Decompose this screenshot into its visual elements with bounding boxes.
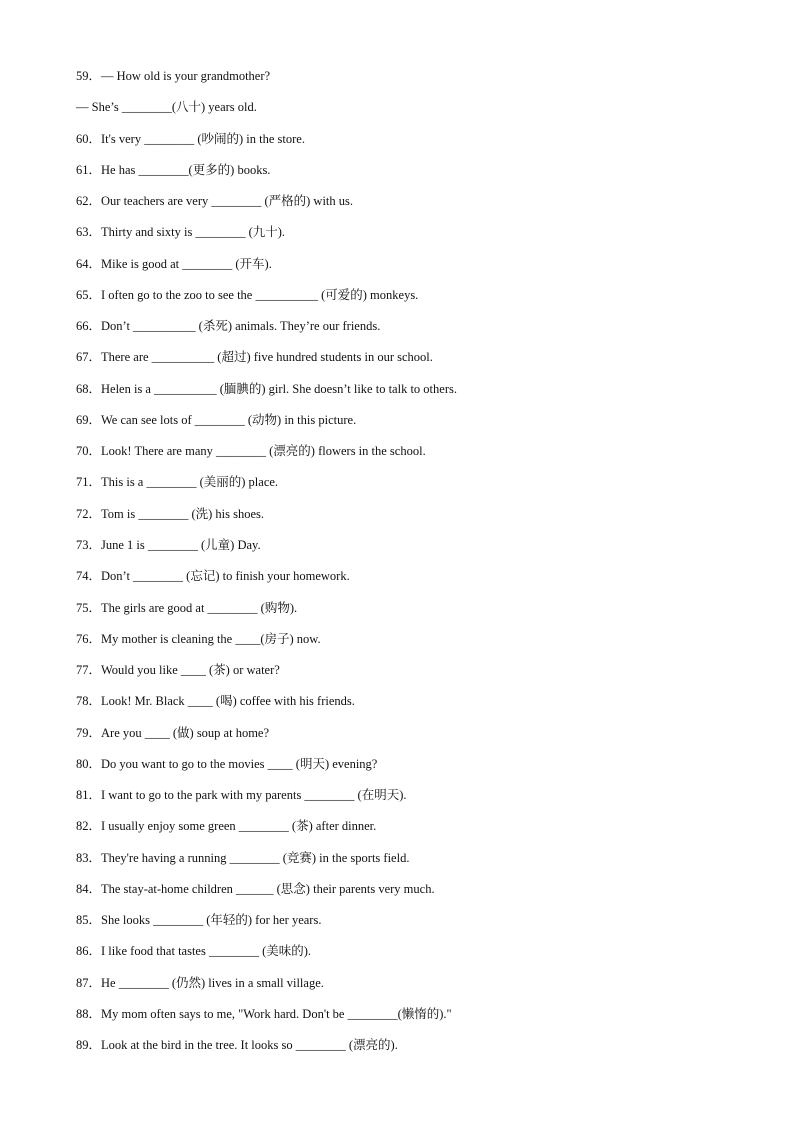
question-line: 74．Don’t ________ (忘记) to finish your homework. — [76, 569, 350, 584]
question-line: 63．Thirty and sixty is ________ (九十). — [76, 225, 286, 240]
question-line: 67．There are __________ (超过) five hundred students in our school. — [76, 350, 433, 365]
question-line: 80．Do you want to go to the movies ____ (明天) evening? — [76, 756, 378, 771]
question-line: 62．Our teachers are very ________ (严格的) with us. — [76, 194, 354, 209]
question-line: 83．They're having a running ________ (竞赛) in the sports field. — [76, 850, 410, 865]
question-line: 60．It's very ________ (吵闹的) in the store. — [76, 131, 305, 146]
question-line: 78．Look! Mr. Black ____ (喝) coffee with his friends. — [76, 694, 355, 709]
question-line: 73．June 1 is ________ (儿童) Day. — [76, 537, 261, 552]
question-line: 68．Helen is a __________ (腼腆的) girl. She doesn’t like to talk to others. — [76, 381, 457, 396]
question-line: 76．My mother is cleaning the ____(房子) now. — [76, 631, 321, 646]
question-line: 88．My mom often says to me, "Work hard. Don't be ________(懒惰的)." — [76, 1006, 452, 1021]
question-line: 85．She looks ________ (年轻的) for her years. — [76, 913, 322, 928]
question-line: 65．I often go to the zoo to see the __________ (可爱的) monkeys. — [76, 287, 419, 302]
question-list — [76, 66, 457, 1067]
question-line: 79．Are you ____ (做) soup at home? — [76, 725, 270, 740]
question-line: 71．This is a ________ (美丽的) place. — [76, 475, 279, 490]
question-line: 77．Would you like ____ (茶) or water? — [76, 663, 280, 678]
question-line: 84．The stay-at-home children ______ (思念) their parents very much. — [76, 881, 435, 896]
question-line: 89．Look at the bird in the tree. It looks so ________ (漂亮的). — [76, 1038, 398, 1053]
question-line: 82．I usually enjoy some green ________ (茶) after dinner. — [76, 819, 377, 834]
question-line: 69．We can see lots of ________ (动物) in this picture. — [76, 412, 357, 427]
question-line: 70．Look! There are many ________ (漂亮的) flowers in the school. — [76, 444, 426, 459]
question-line: 86．I like food that tastes ________ (美味的). — [76, 944, 312, 959]
question-line: 81．I want to go to the park with my parents ________ (在明天). — [76, 788, 407, 803]
question-line: 75．The girls are good at ________ (购物). — [76, 600, 298, 615]
question-line: 66．Don’t __________ (杀死) animals. They’re our friends. — [76, 319, 381, 334]
question-line: 61．He has ________(更多的) books. — [76, 162, 271, 177]
question-line: — She’s ________(八十) years old. — [76, 100, 257, 115]
question-line: 72．Tom is ________ (洗) his shoes. — [76, 506, 265, 521]
question-line: 64．Mike is good at ________ (开车). — [76, 256, 272, 271]
question-line: 59．— How old is your grandmother? — [76, 69, 271, 83]
question-line: 87．He ________ (仍然) lives in a small village. — [76, 975, 324, 990]
